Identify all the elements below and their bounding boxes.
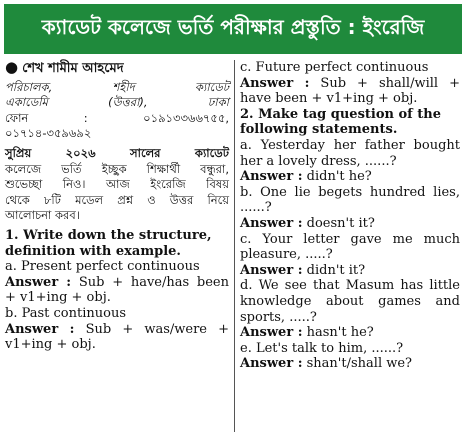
item-label: b. Past continuous bbox=[5, 305, 127, 321]
answer-line: Answer : Sub + was/were + bbox=[5, 321, 229, 337]
answer-line: Answer : hasn't he? bbox=[240, 325, 374, 341]
statement-line: b. One lie begets hundred lies, bbox=[240, 184, 460, 200]
statement-line: knowledge about games and bbox=[240, 293, 460, 309]
bullet-icon: ● bbox=[5, 58, 19, 76]
answer-line: Answer : didn't he? bbox=[240, 169, 372, 185]
section2-heading: following statements. bbox=[240, 122, 398, 138]
statement-line: d. We see that Masum has little bbox=[240, 278, 460, 294]
answer-line: Answer : Sub + have/has been bbox=[5, 274, 229, 290]
intro-line: থেকে ৮টি মডেল প্রশ্ন ও উত্তর নিয়ে bbox=[5, 192, 229, 207]
right-column bbox=[240, 60, 460, 372]
answer-line: + v1+ing + obj. bbox=[5, 290, 111, 306]
left-column bbox=[5, 60, 229, 353]
section1-heading: definition with example. bbox=[5, 243, 181, 259]
author-role-line-2: একাডেমি (উত্তরা), ঢাকা bbox=[5, 95, 229, 110]
statement-line: sports, .....? bbox=[240, 309, 317, 325]
statement-line: a. Yesterday her father bought bbox=[240, 137, 460, 153]
article-title: ক্যাডেট কলেজে ভর্তি পরীক্ষার প্রস্তুতি : ইংরেজি bbox=[41, 14, 425, 39]
statement-line: ......? bbox=[240, 200, 272, 216]
intro-line: শুভেচ্ছা নিও। আজ ইংরেজি বিষয় bbox=[5, 177, 229, 192]
answer-line: v1+ing + obj. bbox=[5, 337, 96, 353]
answer-line: Answer : Sub + shall/will + bbox=[240, 75, 460, 91]
author-phone-line-2: ০১৭১৪-৩৫৯৬৯২ bbox=[5, 126, 92, 141]
statement-line: her a lovely dress, ......? bbox=[240, 153, 397, 169]
author-role-line-1: পরিচালক, শহীদ ক্যাডেট bbox=[5, 79, 229, 94]
answer-line: Answer : didn't it? bbox=[240, 262, 366, 278]
answer-line: Answer : doesn't it? bbox=[240, 215, 375, 231]
author-phone-line-1: ফোন : ০১৯১৩৩৬৬৭৫৫, bbox=[5, 110, 229, 125]
section1-heading: 1. Write down the structure, bbox=[5, 227, 212, 243]
author-name: ● শেখ শামীম আহমেদ bbox=[5, 58, 124, 76]
answer-line: have been + v1+ing + obj. bbox=[240, 91, 418, 107]
statement-line: c. Your letter gave me much bbox=[240, 231, 460, 247]
item-label: a. Present perfect continuous bbox=[5, 259, 200, 275]
statement-line: e. Let's talk to him, ......? bbox=[240, 340, 404, 356]
article-title-banner bbox=[4, 4, 462, 54]
intro-line: কলেজে ভর্তি ইচ্ছুক শিক্ষার্থী বন্ধুরা, bbox=[5, 161, 229, 176]
intro-line: আলোচনা করব। bbox=[5, 208, 80, 223]
item-label: c. Future perfect continuous bbox=[240, 60, 429, 75]
statement-line: pleasure, .....? bbox=[240, 247, 333, 263]
intro-line: সুপ্রিয় ২০২৬ সালের ক্যাডেট bbox=[5, 145, 229, 160]
answer-line: Answer : shan't/shall we? bbox=[240, 356, 413, 372]
column-divider bbox=[234, 60, 235, 432]
section2-heading: 2. Make tag question of the bbox=[240, 106, 441, 122]
